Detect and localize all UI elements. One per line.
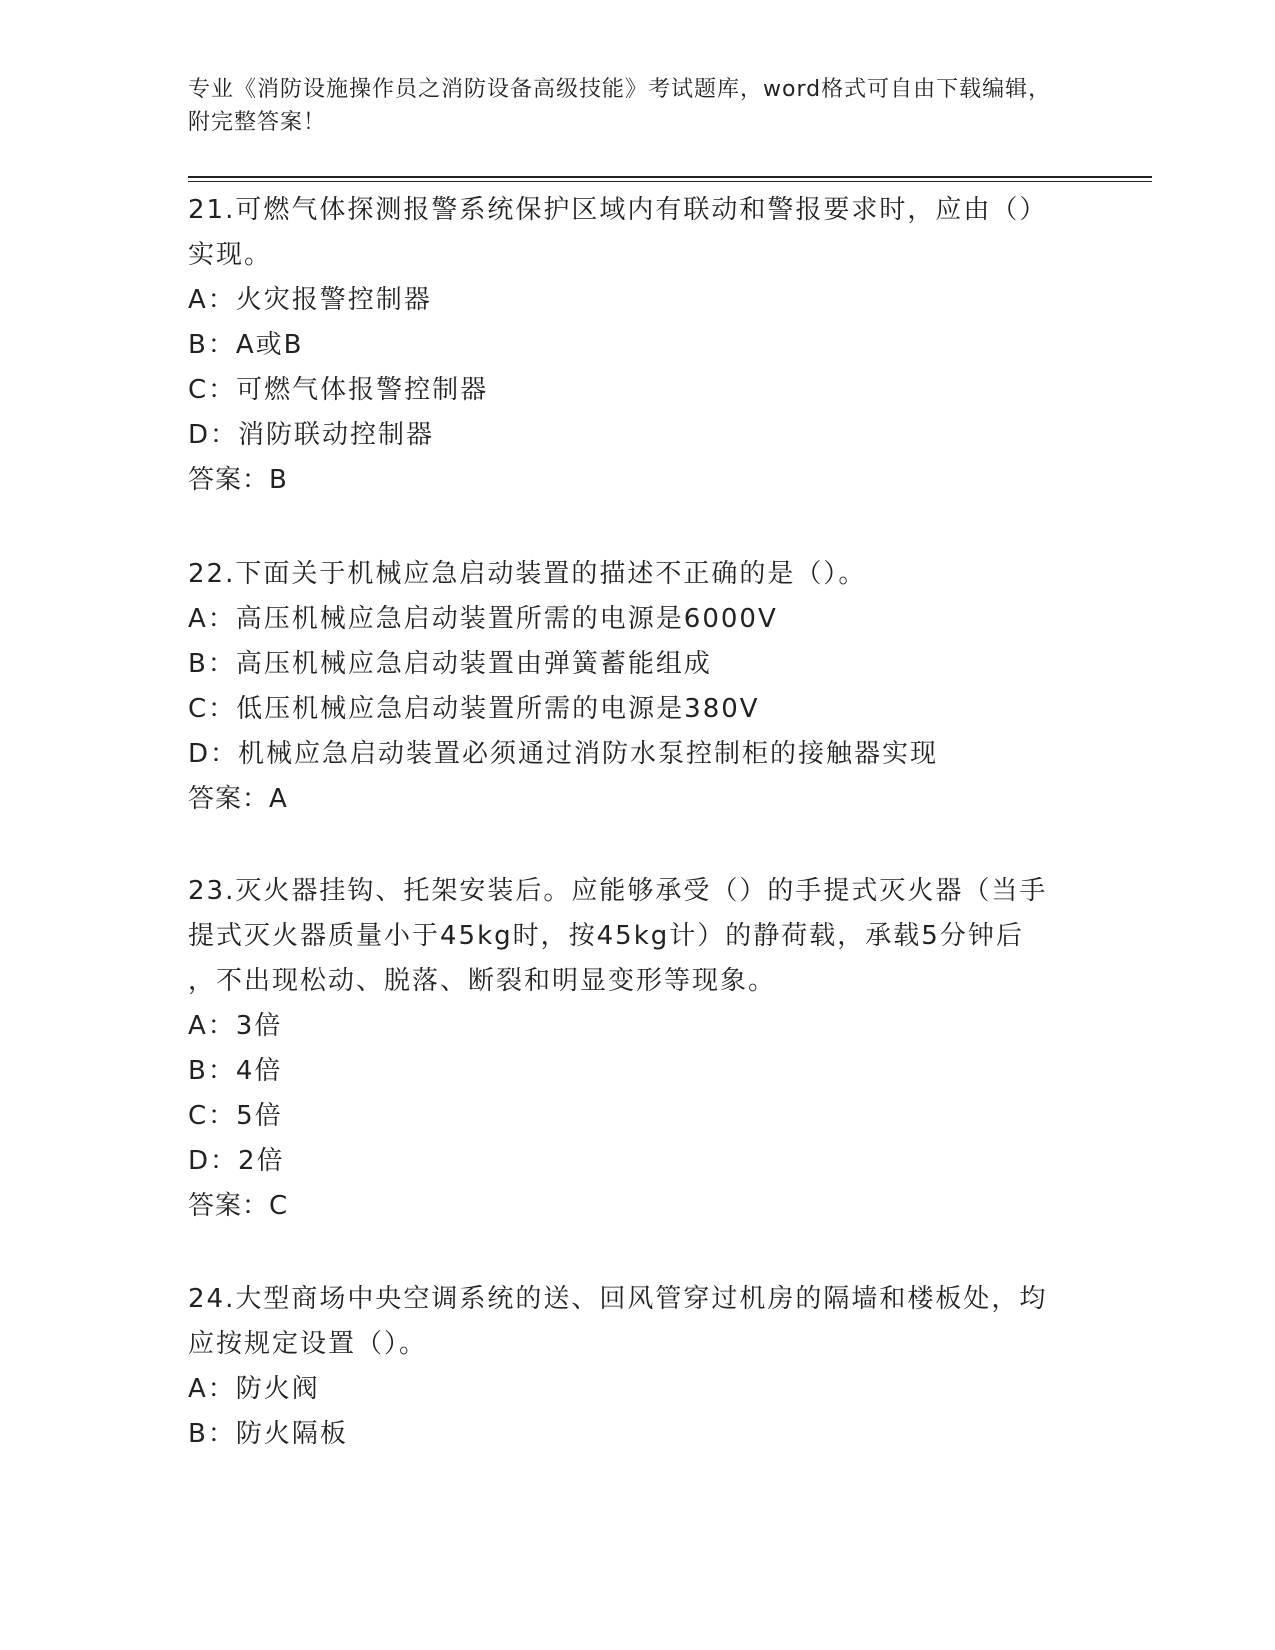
answer-line: 答案：A: [188, 784, 288, 814]
question-stem-line-3: ，不出现松动、脱落、断裂和明显变形等现象。: [188, 966, 777, 996]
option-a: A：防火阀: [188, 1374, 320, 1404]
question-stem-line-2: 应按规定设置（）。: [188, 1329, 428, 1359]
option-d: D：消防联动控制器: [188, 420, 435, 450]
question-23: [188, 869, 1088, 1229]
question-21: [188, 188, 1088, 503]
option-b: B：A或B: [188, 330, 304, 360]
question-stem-line-1: 24.大型商场中央空调系统的送、回风管穿过机房的隔墙和楼板处，均: [188, 1284, 1048, 1314]
option-d: D：2倍: [188, 1146, 285, 1176]
option-a: A：3倍: [188, 1011, 283, 1041]
option-b: B：4倍: [188, 1056, 283, 1086]
answer-line: 答案：B: [188, 465, 288, 495]
divider-line-thin: [188, 181, 1152, 182]
question-stem-line-1: 23.灭火器挂钩、托架安装后。应能够承受（）的手提式灭火器（当手: [188, 876, 1048, 906]
question-24: [188, 1277, 1088, 1457]
option-a: A：高压机械应急启动装置所需的电源是6000V: [188, 604, 778, 634]
option-b: B：高压机械应急启动装置由弹簧蓄能组成: [188, 649, 712, 679]
question-stem: 22.下面关于机械应急启动装置的描述不正确的是（）。: [188, 559, 867, 589]
header-divider: [188, 176, 1152, 182]
option-c: C：低压机械应急启动装置所需的电源是380V: [188, 694, 760, 724]
question-stem-line-2: 提式灭火器质量小于45kg时，按45kg计）的静荷载，承载5分钟后: [188, 921, 1024, 951]
question-22: [188, 552, 1088, 822]
option-d: D：机械应急启动装置必须通过消防水泵控制柜的接触器实现: [188, 739, 939, 769]
divider-line-thick: [188, 176, 1152, 178]
answer-line: 答案：C: [188, 1191, 289, 1221]
document-header: 专业《消防设施操作员之消防设备高级技能》考试题库，word格式可自由下载编辑，附完整答案！: [188, 77, 1052, 135]
option-c: C：5倍: [188, 1101, 283, 1131]
option-a: A：火灾报警控制器: [188, 285, 432, 315]
question-stem: 21.可燃气体探测报警系统保护区域内有联动和警报要求时，应由（）实现。: [188, 195, 1048, 270]
option-b: B：防火隔板: [188, 1419, 348, 1449]
option-c: C：可燃气体报警控制器: [188, 375, 489, 405]
